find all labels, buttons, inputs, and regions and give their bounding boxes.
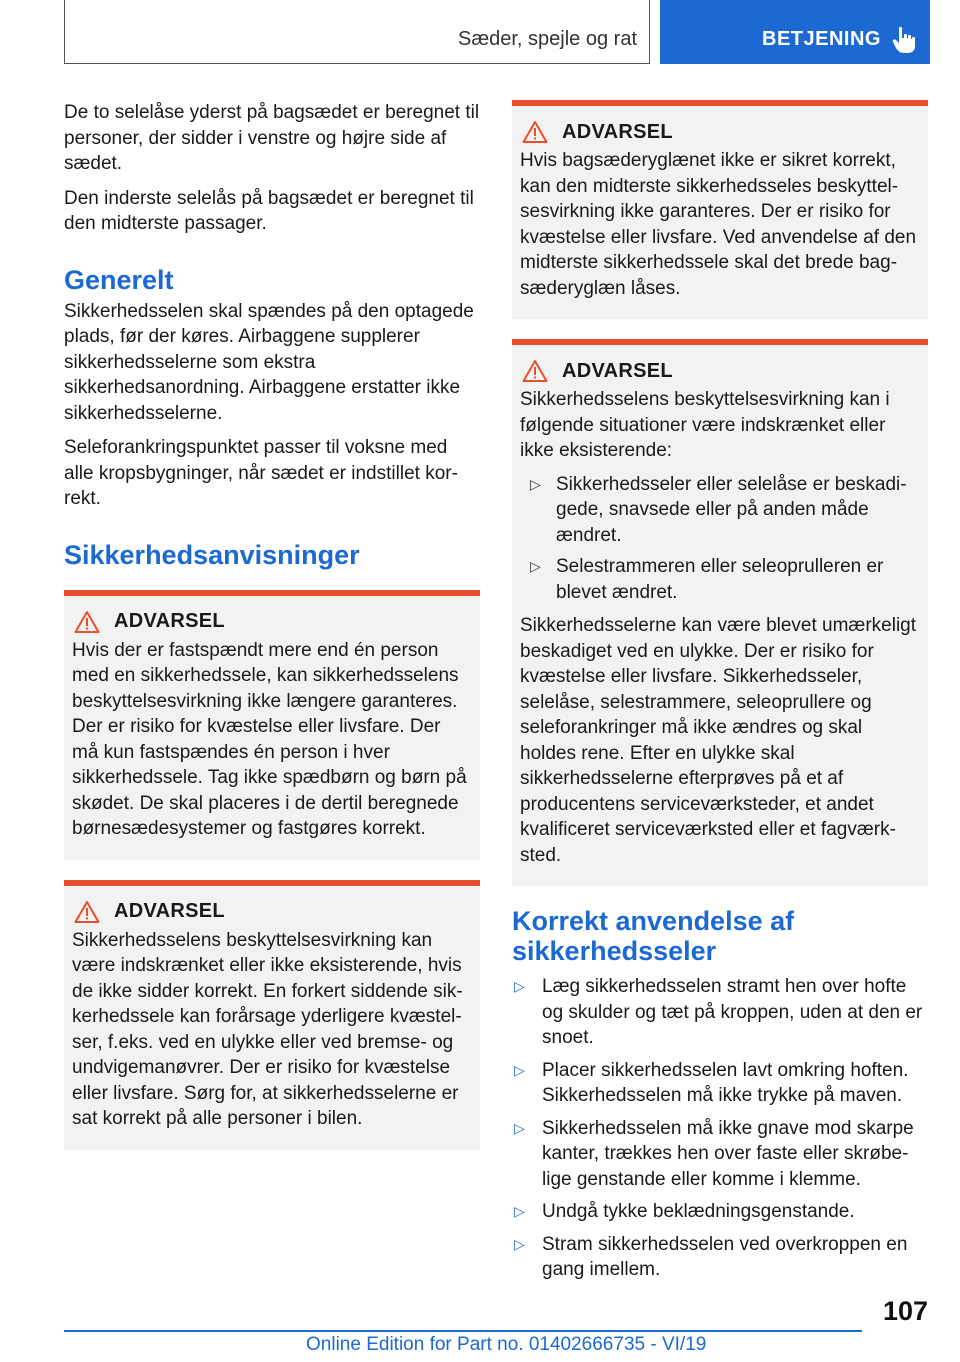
warning-text: Hvis bagsæderyglænet ikke er sikret korrekt, kan den midterste sikkerhedsseles beskyttelsesvirkning ikke garanteres. Der er risiko for kvæstelse eller livsfare. Ved anvendelse af den midterste sikkerhedssele skal det brede bagsæderyglæn låses. <box>520 150 917 299</box>
footer-edition: Online Edition for Part no. 01402666735 - VI/19 <box>306 1334 707 1355</box>
left-column <box>64 100 480 1170</box>
triangle-right-icon: ▷ <box>514 1203 525 1219</box>
warning-intro: Sikkerhedsselens beskyttelsesvirkning kan i følgende situationer være indskrænket eller ikke eksisterende: <box>520 389 890 461</box>
heading-sikkerhedsanvisninger: Sikkerhedsanvisninger <box>64 539 360 570</box>
page-number: 107 <box>882 1296 928 1326</box>
warning-list <box>520 472 920 606</box>
triangle-right-icon: ▷ <box>514 1119 525 1136</box>
chapter-tab <box>660 0 930 64</box>
generelt-paragraph-1: Sikkerhedsselen skal spændes på den optagede plads, før der køres. Airbaggene supplerer sikkerhedsselerne som ekstra sikkerhedsanordning. Airbaggene erstatter ikke sikkerhedsselerne. <box>64 300 474 424</box>
warning-outro: Sikkerhedsselerne kan være blevet umærkeligt beskadiget ved en ulykke. Der er risiko for kvæstelse eller livsfare. Sikkerhedsseler, selelåse, selestrammere, seleoprullere og seleforankringer må ikke ændres og skal holdes rene. Efter en ulykke skal sikkerhedsselerne efterprøves på et af producentens serviceværksteder, et andet kvalificeret serviceværksted eller et fagværksted. <box>520 615 917 866</box>
list-item: ▷ Undgå tykke beklædningsgenstande. <box>512 1199 928 1225</box>
warning-title: ADVARSEL <box>114 900 225 922</box>
korrekt-list <box>512 974 928 1283</box>
warning-title: ADVARSEL <box>562 120 673 143</box>
warning-text: Hvis der er fastspændt mere end én person med en sikkerhedssele, kan sikkerhedsselens beskyttelsesvirkning ikke længere garanteres. Der er risiko for kvæstelse eller livsfare. Der må kun fastspændes én person i hver sikkerhedssele. Tag ikke spædbørn og børn på skødet. De skal placeres i de dertil beregnede børnesædesystemer og fastgøres korrekt. <box>72 639 467 839</box>
list-item: ▷ Sikkerhedsselen må ikke gnave mod skarpe kanter, trækkes hen over faste eller skrøbelige genstande eller komme i klemme. <box>514 1117 914 1190</box>
page-header <box>64 0 930 66</box>
warning-box-1 <box>64 590 480 860</box>
intro-paragraph-2: Den inderste selelås på bagsædet er beregnet til den midterste passager. <box>64 187 474 234</box>
triangle-right-icon: ▷ <box>530 558 541 574</box>
warning-text: Sikkerhedsselens beskyttelsesvirkning kan være indskrænket eller ikke eksisterende, hvis de ikke sidder korrekt. En forkert siddende sikkerhedssele kan forårsage yderligere kvæstelser, f.eks. ved en ulykke eller ved bremse- og undvigemanøvrer. Der er risiko for kvæstelse eller livsfare. Sørg for, at sikkerhedsselerne er sat korrekt på alle personer i bilen. <box>72 929 463 1129</box>
triangle-right-icon: ▷ <box>530 475 541 492</box>
warning-header <box>520 120 920 144</box>
warning-header <box>72 610 472 634</box>
warning-box-2 <box>64 880 480 1150</box>
triangle-right-icon: ▷ <box>514 1235 525 1252</box>
hand-pointer-icon <box>892 26 918 54</box>
footer-divider <box>64 1330 862 1332</box>
list-item: ▷ Placer sikkerhedsselen lavt omkring hoften. Sikkerhedsselen må ikke trykke på maven. <box>514 1059 909 1106</box>
right-column <box>512 100 928 1291</box>
warning-box-3 <box>512 100 928 319</box>
warning-title: ADVARSEL <box>114 610 225 632</box>
heading-generelt: Generelt <box>64 264 174 295</box>
heading-korrekt-anvendelse: Korrekt anvendelse af sikkerhedsseler <box>512 906 795 966</box>
list-item: ▷ Selestrammeren eller seleoprulleren er blevet ændret. <box>530 556 884 603</box>
section-tab <box>64 0 650 64</box>
section-title: Sæder, spejle og rat <box>458 28 637 50</box>
warning-title: ADVARSEL <box>562 359 673 382</box>
triangle-right-icon: ▷ <box>514 978 525 994</box>
warning-triangle-icon <box>522 359 548 383</box>
list-item: ▷ Stram sikkerhedsselen ved overkroppen en gang imellem. <box>514 1233 908 1280</box>
warning-triangle-icon <box>74 900 100 924</box>
warning-triangle-icon <box>74 610 100 634</box>
chapter-title: BETJENING <box>762 28 881 50</box>
warning-triangle-icon <box>522 120 548 144</box>
generelt-paragraph-2: Seleforankringspunktet passer til voksne med alle kropsbygninger, når sædet er indstillet korrekt. <box>64 437 458 509</box>
warning-header <box>72 900 472 924</box>
intro-paragraph-1: De to selelåse yderst på bagsædet er beregnet til personer, der sidder i venstre og højre side af sædet. <box>64 102 480 174</box>
warning-header <box>520 359 920 383</box>
list-item: ▷ Sikkerhedsseler eller selelåse er beskadigede, snavsede eller på anden måde ændret. <box>530 473 907 546</box>
warning-box-4 <box>512 339 928 886</box>
triangle-right-icon: ▷ <box>514 1061 525 1078</box>
list-item: ▷ Læg sikkerhedsselen stramt hen over hofte og skulder og tæt på kroppen, uden at den er snoet. <box>514 976 923 1048</box>
